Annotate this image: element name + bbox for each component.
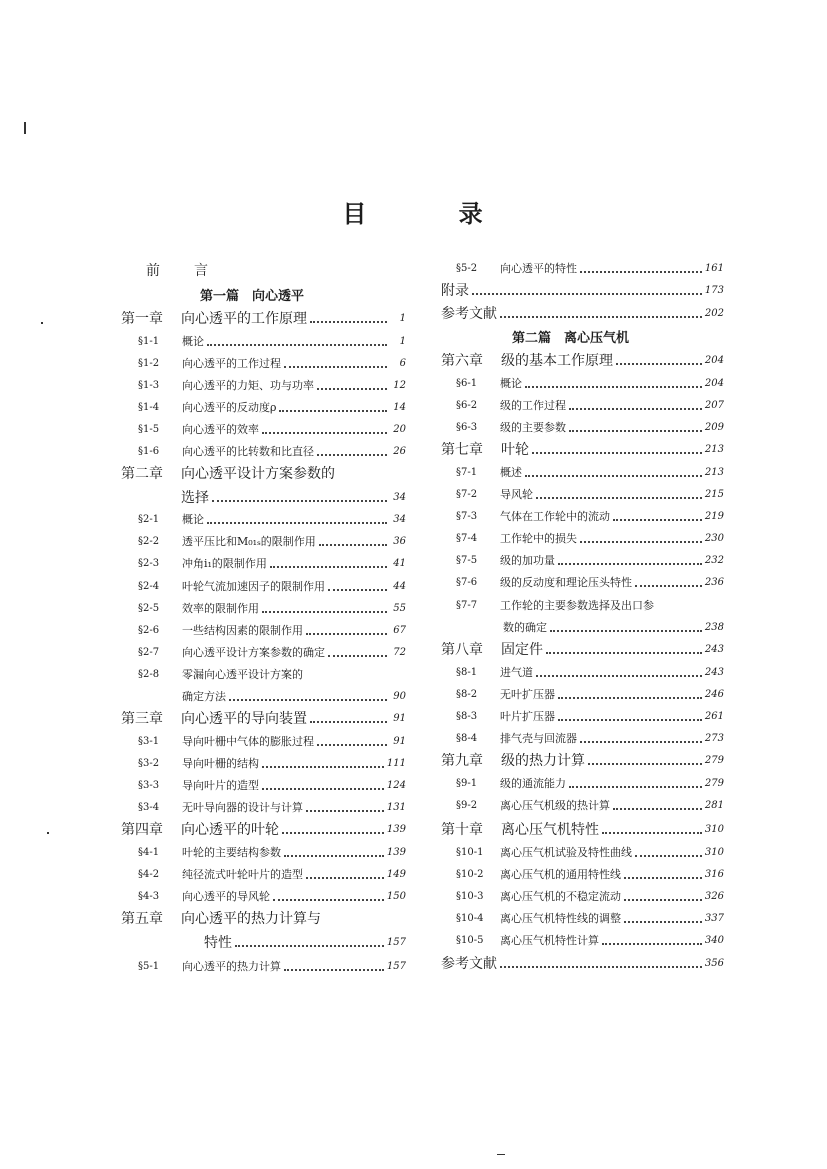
toc-chapter[interactable]: 第九章 级的热力计算 279 xyxy=(441,753,724,769)
toc-section-cont[interactable]: 数的确定 238 xyxy=(503,621,724,634)
leader-dots xyxy=(616,362,702,365)
leader-dots xyxy=(262,765,384,768)
leader-dots xyxy=(310,720,387,723)
toc-section[interactable]: §5-2 向心透平的特性 161 xyxy=(456,262,724,275)
leader-dots xyxy=(624,920,702,923)
page-title: 目 录 xyxy=(342,200,525,228)
leader-dots xyxy=(525,385,702,388)
toc-section[interactable]: §8-1 进气道 243 xyxy=(456,666,724,679)
leader-dots xyxy=(580,740,702,743)
leader-dots xyxy=(624,876,702,879)
leader-dots xyxy=(207,521,387,524)
toc-section[interactable]: §3-4 无叶导向器的设计与计算 131 xyxy=(138,801,406,814)
leader-dots xyxy=(284,365,387,368)
toc-chapter[interactable]: 第八章 固定件 243 xyxy=(441,642,724,658)
leader-dots xyxy=(306,809,384,812)
toc-section[interactable]: §9-2 离心压气机级的热计算 281 xyxy=(456,799,724,812)
toc-chapter[interactable]: 第七章 叶轮 213 xyxy=(441,442,724,458)
toc-section[interactable]: §2-4 叶轮气流加速因子的限制作用 44 xyxy=(138,580,406,593)
leader-dots xyxy=(532,451,702,454)
leader-dots xyxy=(319,543,387,546)
leader-dots xyxy=(317,453,387,456)
toc-section[interactable]: §10-1 离心压气机试验及特性曲线 310 xyxy=(456,846,724,859)
leader-dots xyxy=(273,898,384,901)
part-heading: 第一篇 向心透平 xyxy=(200,289,305,304)
toc-chapter[interactable]: 第十章 离心压气机特性 310 xyxy=(441,822,724,838)
leader-dots xyxy=(317,387,387,390)
leader-dots xyxy=(569,429,702,432)
leader-dots xyxy=(580,540,702,543)
toc-section[interactable]: §2-5 效率的限制作用 55 xyxy=(138,602,406,615)
toc-section[interactable]: §7-4 工作轮中的损失 230 xyxy=(456,532,724,545)
leader-dots xyxy=(613,807,702,810)
leader-dots xyxy=(569,407,702,410)
toc-chapter-cont[interactable]: 特性 157 xyxy=(204,935,406,951)
toc-section[interactable]: §1-1 概论 1 xyxy=(138,335,406,348)
toc-chapter[interactable]: 第四章 向心透平的叶轮 139 xyxy=(121,822,406,838)
leader-dots xyxy=(536,496,702,499)
toc-section[interactable]: §3-1 导向叶栅中气体的膨胀过程 91 xyxy=(138,735,406,748)
toc-chapter[interactable]: 第三章 向心透平的导向装置 91 xyxy=(121,711,406,727)
leader-dots xyxy=(317,743,387,746)
toc-section[interactable]: §6-2 级的工作过程 207 xyxy=(456,399,724,412)
leader-dots xyxy=(558,696,702,699)
leader-dots xyxy=(306,876,384,879)
leader-dots xyxy=(525,474,702,477)
leader-dots xyxy=(212,499,387,502)
toc-section[interactable]: §4-1 叶轮的主要结构参数 139 xyxy=(138,846,406,859)
scan-mark xyxy=(47,832,49,834)
toc-section[interactable]: §7-7 工作轮的主要参数选择及出口参 xyxy=(456,599,654,612)
leader-dots xyxy=(284,854,384,857)
leader-dots xyxy=(262,431,387,434)
toc-section[interactable]: §2-2 透平压比和M₀₁ₛ的限制作用 36 xyxy=(138,535,406,548)
toc-chapter[interactable]: 第二章 向心透平设计方案参数的 xyxy=(121,466,335,482)
leader-dots xyxy=(500,965,702,968)
toc-section[interactable]: §4-3 向心透平的导风轮 150 xyxy=(138,890,406,903)
toc-section[interactable]: §1-5 向心透平的效率 20 xyxy=(138,423,406,436)
toc-preface[interactable]: 前 言 xyxy=(146,263,210,279)
leader-dots xyxy=(580,270,702,273)
leader-dots xyxy=(569,785,702,788)
toc-chapter[interactable]: 第六章 级的基本工作原理 204 xyxy=(441,353,724,369)
toc-section[interactable]: §7-6 级的反动度和理论压头特性 236 xyxy=(456,576,724,589)
leader-dots xyxy=(262,787,384,790)
leader-dots xyxy=(613,518,702,521)
toc-section[interactable]: §1-6 向心透平的比转数和比直径 26 xyxy=(138,445,406,458)
toc-appendix[interactable]: 附录 173 xyxy=(441,283,724,299)
toc-references[interactable]: 参考文献 202 xyxy=(441,306,724,322)
leader-dots xyxy=(536,674,702,677)
leader-dots xyxy=(229,698,387,701)
part-heading: 第二篇 离心压气机 xyxy=(512,331,630,346)
toc-section[interactable]: §10-2 离心压气机的通用特性线 316 xyxy=(456,868,724,881)
toc-section[interactable]: §7-5 级的加功量 232 xyxy=(456,554,724,567)
toc-section[interactable]: §2-7 向心透平设计方案参数的确定 72 xyxy=(138,646,406,659)
toc-section[interactable]: §2-6 一些结构因素的限制作用 67 xyxy=(138,624,406,637)
toc-section[interactable]: §8-4 排气壳与回流器 273 xyxy=(456,732,724,745)
leader-dots xyxy=(270,565,387,568)
leader-dots xyxy=(558,718,702,721)
leader-dots xyxy=(310,320,387,323)
toc-chapter[interactable]: 第一章 向心透平的工作原理 1 xyxy=(121,311,406,327)
leader-dots xyxy=(635,584,702,587)
toc-section[interactable]: §10-4 离心压气机特性线的调整 337 xyxy=(456,912,724,925)
toc-section[interactable]: §4-2 纯径流式叶轮叶片的造型 149 xyxy=(138,868,406,881)
leader-dots xyxy=(602,942,702,945)
leader-dots xyxy=(282,831,384,834)
toc-section[interactable]: §10-5 离心压气机特性计算 340 xyxy=(456,934,724,947)
scan-mark xyxy=(497,1154,505,1155)
leader-dots xyxy=(624,898,702,901)
toc-section[interactable]: §1-4 向心透平的反动度ρ 14 xyxy=(138,401,406,414)
leader-dots xyxy=(602,831,702,834)
toc-chapter[interactable]: 第五章 向心透平的热力计算与 xyxy=(121,911,321,927)
leader-dots xyxy=(235,944,384,947)
leader-dots xyxy=(284,968,384,971)
toc-section[interactable]: §10-3 离心压气机的不稳定流动 326 xyxy=(456,890,724,903)
toc-section[interactable]: §3-2 导向叶栅的结构 111 xyxy=(138,757,406,770)
toc-section[interactable]: §2-3 冲角i₁的限制作用 41 xyxy=(138,557,406,570)
toc-section[interactable]: §2-1 概论 34 xyxy=(138,513,406,526)
leader-dots xyxy=(262,610,387,613)
leader-dots xyxy=(550,629,702,632)
leader-dots xyxy=(328,654,387,657)
toc-chapter-cont[interactable]: 选择 34 xyxy=(181,490,406,506)
leader-dots xyxy=(306,632,387,635)
leader-dots xyxy=(207,343,387,346)
leader-dots xyxy=(558,562,702,565)
leader-dots xyxy=(279,409,387,412)
toc-section[interactable]: §6-1 概论 204 xyxy=(456,377,724,390)
scan-mark xyxy=(41,322,43,324)
toc-section[interactable]: §1-3 向心透平的力矩、功与功率 12 xyxy=(138,379,406,392)
toc-section[interactable]: §9-1 级的通流能力 279 xyxy=(456,777,724,790)
toc-section[interactable]: §2-8 零漏向心透平设计方案的 xyxy=(138,668,303,681)
leader-dots xyxy=(472,292,702,295)
toc-section[interactable]: §7-2 导风轮 215 xyxy=(456,488,724,501)
toc-section-cont[interactable]: 确定方法 90 xyxy=(182,690,406,703)
toc-section[interactable]: §6-3 级的主要参数 209 xyxy=(456,421,724,434)
toc-section[interactable]: §8-3 叶片扩压器 261 xyxy=(456,710,724,723)
toc-section[interactable]: §7-1 概述 213 xyxy=(456,466,724,479)
toc-section[interactable]: §1-2 向心透平的工作过程 6 xyxy=(138,357,406,370)
toc-references[interactable]: 参考文献 356 xyxy=(441,956,724,972)
leader-dots xyxy=(635,854,702,857)
leader-dots xyxy=(588,762,702,765)
leader-dots xyxy=(328,588,387,591)
toc-section[interactable]: §8-2 无叶扩压器 246 xyxy=(456,688,724,701)
leader-dots xyxy=(546,651,702,654)
scan-mark xyxy=(24,122,26,134)
toc-section[interactable]: §7-3 气体在工作轮中的流动 219 xyxy=(456,510,724,523)
toc-section[interactable]: §3-3 导向叶片的造型 124 xyxy=(138,779,406,792)
toc-section[interactable]: §5-1 向心透平的热力计算 157 xyxy=(138,960,406,973)
leader-dots xyxy=(500,315,702,318)
